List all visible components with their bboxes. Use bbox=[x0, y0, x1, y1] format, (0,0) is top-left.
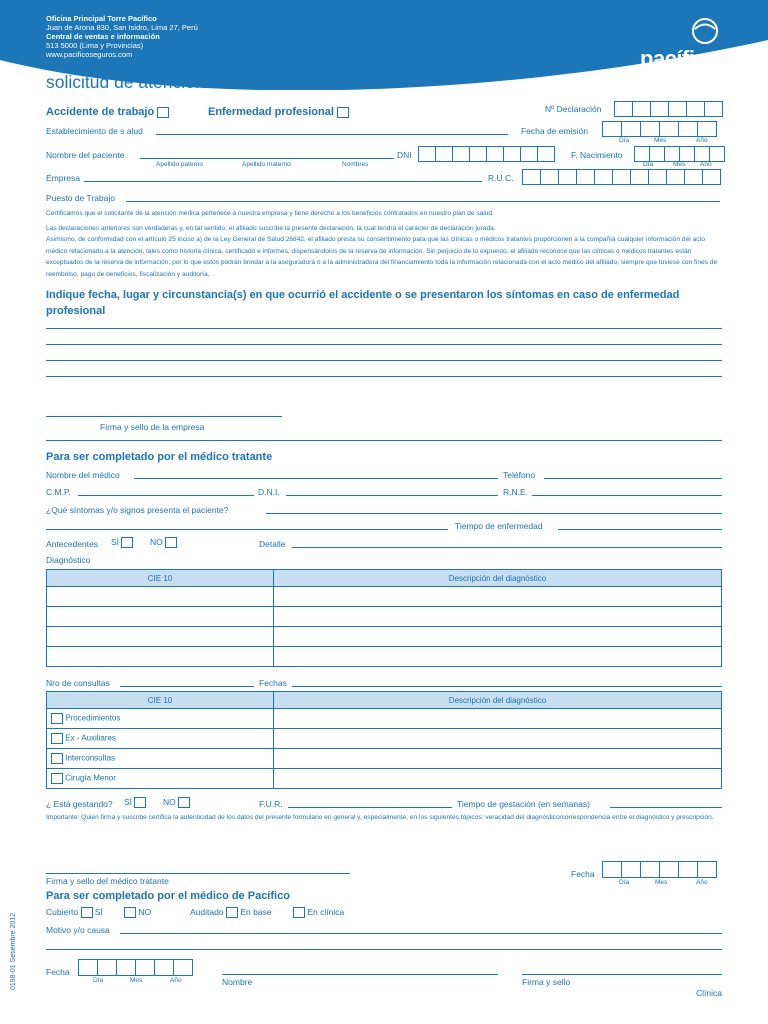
declaration-label: Nº Declaración bbox=[545, 104, 602, 114]
cmp-field[interactable] bbox=[78, 495, 254, 496]
procedure-cell bbox=[47, 749, 274, 769]
in-base-label: En base bbox=[240, 907, 272, 917]
circumstances-line[interactable] bbox=[46, 344, 722, 345]
circumstances-line[interactable] bbox=[46, 376, 722, 377]
health-facility-label: Establecimiento de s alud bbox=[46, 126, 143, 136]
patient-name-field[interactable] bbox=[140, 158, 394, 159]
history-yes-checkbox[interactable] bbox=[121, 537, 133, 548]
reason-field-2[interactable] bbox=[46, 949, 722, 950]
logo-text: pacífico bbox=[640, 46, 720, 71]
gestation-field[interactable] bbox=[610, 807, 722, 808]
company-signature-line[interactable] bbox=[46, 416, 282, 417]
pacifico-date-field[interactable] bbox=[78, 959, 193, 976]
form-code: 0198-01 Setiembre 2012 bbox=[10, 912, 17, 990]
pacifico-date-label: Fecha bbox=[46, 967, 70, 977]
pregnant-yes-checkbox[interactable] bbox=[134, 797, 146, 808]
description-cell[interactable] bbox=[274, 729, 722, 749]
table-row[interactable] bbox=[47, 749, 722, 769]
date-part-year: Año bbox=[696, 137, 708, 144]
logo-globe-icon bbox=[690, 16, 720, 46]
covered-option bbox=[46, 907, 103, 918]
illness-time-label: Tiempo de enfermedad bbox=[455, 521, 543, 531]
no-label: NO bbox=[163, 797, 176, 807]
in-clinic-label: En clínica bbox=[307, 907, 345, 917]
cie-cell[interactable] bbox=[47, 607, 274, 627]
procedure-checkbox[interactable] bbox=[51, 733, 63, 744]
procedure-label: Cirugía Menor bbox=[65, 773, 116, 783]
date-part-day: Día bbox=[643, 161, 654, 168]
ruc-label: R.U.C. bbox=[488, 173, 514, 183]
history-yes-option bbox=[111, 537, 133, 548]
table-row[interactable] bbox=[47, 587, 722, 607]
description-cell[interactable] bbox=[274, 749, 722, 769]
reason-label: Motivo y/o causa bbox=[46, 925, 110, 935]
date-part-month: Mes bbox=[130, 977, 143, 984]
table-row[interactable] bbox=[47, 709, 722, 729]
doctor-name-field[interactable] bbox=[134, 478, 498, 479]
table-row[interactable] bbox=[47, 627, 722, 647]
legal-text bbox=[46, 208, 722, 280]
history-no-option bbox=[150, 537, 177, 548]
covered-no-option bbox=[124, 907, 151, 918]
procedures-table bbox=[46, 691, 722, 789]
no-label: NO bbox=[138, 907, 152, 917]
yes-label: SÍ bbox=[111, 537, 120, 547]
doctor-signature-label: Firma y sello del médico tratante bbox=[46, 876, 169, 886]
pacifico-name-label: Nombre bbox=[222, 977, 253, 987]
company-label: Empresa bbox=[46, 173, 81, 183]
column-header: CIE 10 bbox=[47, 570, 274, 587]
table-row[interactable] bbox=[47, 647, 722, 667]
detail-field[interactable] bbox=[292, 547, 722, 548]
date-part-day: Día bbox=[93, 977, 104, 984]
procedure-cell bbox=[47, 769, 274, 789]
doctor-section-title: Para ser completado por el médico tratante bbox=[46, 451, 273, 463]
description-cell[interactable] bbox=[274, 647, 722, 667]
cie-cell[interactable] bbox=[47, 627, 274, 647]
company-signature-label: Firma y sello de la empresa bbox=[100, 422, 205, 432]
history-label: Antecedentes bbox=[46, 539, 98, 549]
consults-label: Nro de consultas bbox=[46, 678, 110, 688]
cmp-label: C.M.P. bbox=[46, 487, 71, 497]
form-title: solicitud de atención médica SCTR Nº bbox=[46, 72, 343, 92]
consults-field[interactable] bbox=[120, 686, 254, 687]
no-label: NO bbox=[150, 537, 163, 547]
address-line: Juan de Arona 830, San Isidro, Lima 27, Perú bbox=[46, 23, 198, 32]
address-line: Oficina Principal Torre Pacífico bbox=[46, 14, 157, 23]
circumstances-line[interactable] bbox=[46, 360, 722, 361]
covered-no-checkbox[interactable] bbox=[124, 907, 136, 918]
disease-option bbox=[208, 106, 349, 118]
audited-label: Auditado bbox=[190, 907, 224, 917]
pacifico-section-title: Para ser completado por el médico de Pacífico bbox=[46, 890, 290, 902]
pacifico-signature-line[interactable] bbox=[522, 974, 722, 975]
rne-field[interactable] bbox=[532, 495, 722, 496]
dates-field[interactable] bbox=[292, 686, 722, 687]
section-divider bbox=[46, 440, 722, 441]
column-header: Descripción del diagnóstico bbox=[274, 692, 722, 709]
address-line: 513 5000 (Lima y Provincias) bbox=[46, 41, 144, 50]
symptoms-field[interactable] bbox=[266, 513, 722, 514]
symptoms-field-2[interactable] bbox=[46, 529, 448, 530]
rne-label: R.N.E. bbox=[503, 487, 529, 497]
table-header-row bbox=[47, 570, 722, 587]
description-cell[interactable] bbox=[274, 627, 722, 647]
doctor-dni-field[interactable] bbox=[286, 495, 498, 496]
address-line: www.pacificoseguros.com bbox=[46, 50, 133, 59]
pregnant-no-option bbox=[163, 797, 190, 808]
ruc-field[interactable] bbox=[522, 169, 721, 185]
description-cell[interactable] bbox=[274, 769, 722, 789]
pregnant-yes-option bbox=[124, 797, 146, 808]
gestation-label: Tiempo de gestación (en semanas) bbox=[457, 799, 590, 809]
illness-time-field[interactable] bbox=[558, 529, 722, 530]
procedure-checkbox[interactable] bbox=[51, 753, 63, 764]
clinic-label: Clínica bbox=[696, 988, 722, 998]
name-part-maternal: Apellido materno bbox=[242, 161, 291, 168]
date-part-month: Mes bbox=[673, 161, 686, 168]
procedure-checkbox[interactable] bbox=[51, 713, 63, 724]
job-label: Puesto de Trabajo bbox=[46, 193, 115, 203]
legal-paragraph: Certificamos que el solicitante de la atención médica pertenece a nuestra empresa y tiene derecho a los beneficios contratados en nuestro plan de salud. bbox=[46, 210, 494, 217]
in-clinic-checkbox[interactable] bbox=[293, 907, 305, 918]
column-header: CIE 10 bbox=[47, 692, 274, 709]
procedure-label: Procedimientos bbox=[65, 713, 121, 723]
covered-checkbox[interactable] bbox=[81, 907, 93, 918]
dni-field[interactable] bbox=[418, 146, 555, 162]
legal-paragraph: Las declaraciones anteriores son verdaderas y, en tal sentido, el afiliado suscribe la presente declaración, la cual tendrá el carácter de declaración jurada. bbox=[46, 224, 496, 232]
cie-cell[interactable] bbox=[47, 587, 274, 607]
covered-label: Cubierto bbox=[46, 907, 79, 917]
fur-label: F.U.R. bbox=[259, 799, 283, 809]
health-facility-field[interactable] bbox=[156, 134, 508, 135]
job-field[interactable] bbox=[126, 201, 720, 202]
accident-label: Accidente de trabajo bbox=[46, 106, 155, 118]
procedure-label: Ex - Auxiliares bbox=[65, 733, 116, 743]
in-base-checkbox[interactable] bbox=[226, 907, 238, 918]
cie-cell[interactable] bbox=[47, 647, 274, 667]
doctor-date-label: Fecha bbox=[571, 869, 595, 879]
audited-option bbox=[190, 907, 272, 918]
date-part-year: Año bbox=[700, 161, 712, 168]
reason-field[interactable] bbox=[120, 933, 722, 934]
name-part-names: Nombres bbox=[342, 161, 369, 168]
circumstances-heading: Indique fecha, lugar y circunstancia(s) en que ocurrió el accidente o se presentaron los síntomas en caso de enfermedad profesional bbox=[46, 289, 680, 317]
pacifico-signature-label: Firma y sello bbox=[522, 977, 571, 987]
detail-label: Detalle bbox=[259, 539, 286, 549]
date-part-month: Mes bbox=[654, 137, 667, 144]
issue-date-field[interactable] bbox=[602, 121, 717, 137]
birth-date-field[interactable] bbox=[634, 146, 725, 162]
patient-name-label: Nombre del paciente bbox=[46, 150, 125, 160]
doctor-dni-label: D.N.I. bbox=[258, 487, 280, 497]
accident-checkbox[interactable] bbox=[157, 107, 169, 118]
declaration-number-field[interactable] bbox=[614, 101, 723, 117]
doctor-date-field[interactable] bbox=[602, 861, 717, 878]
diagnosis-table bbox=[46, 569, 722, 667]
date-part-day: Día bbox=[619, 137, 630, 144]
description-cell[interactable] bbox=[274, 607, 722, 627]
table-row[interactable] bbox=[47, 607, 722, 627]
description-cell[interactable] bbox=[274, 587, 722, 607]
company-field[interactable] bbox=[84, 181, 482, 182]
birth-date-label: F. Nacimiento bbox=[571, 150, 623, 160]
phone-field[interactable] bbox=[544, 478, 722, 479]
table-header-row bbox=[47, 692, 722, 709]
procedure-cell bbox=[47, 709, 274, 729]
disease-checkbox[interactable] bbox=[337, 107, 349, 118]
table-row[interactable] bbox=[47, 769, 722, 789]
pregnant-no-checkbox[interactable] bbox=[178, 797, 190, 808]
circumstances-line[interactable] bbox=[46, 328, 722, 329]
procedure-checkbox[interactable] bbox=[51, 773, 63, 784]
pregnant-label: ¿ Está gestando? bbox=[46, 799, 113, 809]
yes-label: SÍ bbox=[94, 907, 103, 917]
address-line: Central de ventas e información bbox=[46, 32, 160, 41]
symptoms-label: ¿Qué síntomas y/o signos presenta el paciente? bbox=[46, 505, 229, 515]
diagnosis-label: Diagnóstico bbox=[46, 555, 91, 565]
pacifico-name-line[interactable] bbox=[222, 974, 498, 975]
history-no-checkbox[interactable] bbox=[165, 537, 177, 548]
procedure-cell bbox=[47, 729, 274, 749]
description-cell[interactable] bbox=[274, 709, 722, 729]
in-clinic-option bbox=[293, 907, 344, 918]
column-header: Descripción del diagnóstico bbox=[274, 570, 722, 587]
issue-date-label: Fecha de emisión bbox=[521, 126, 589, 136]
important-note: Importante: Quien firma y suscribe certifica la autenticidad de los datos del presente formulario en general y, especialmente, en los siguientes tópicos: veracidad del diagnóstico/correspondencia entre el diagnóstico y prescripción. bbox=[46, 814, 714, 821]
table-row[interactable] bbox=[47, 729, 722, 749]
dni-label: DNI bbox=[397, 150, 412, 160]
date-part-day: Día bbox=[619, 879, 630, 886]
dates-label: Fechas bbox=[259, 678, 287, 688]
doctor-signature-line[interactable] bbox=[46, 873, 350, 874]
date-part-year: Año bbox=[170, 977, 182, 984]
date-part-year: Año bbox=[696, 879, 708, 886]
date-part-month: Mes bbox=[655, 879, 668, 886]
disease-label: Enfermedad profesional bbox=[208, 106, 334, 118]
legal-paragraph: Asimismo, de conformidad con el artículo 25 inciso a) de la Ley General de Salud 26842, el afiliado presta su consentimiento para que las clínicas o médicos tratantes proporcionen a la compañía cualquier información del acto médico relacionado a la atención, tales como historia clínica, certificado e informes, dispensándolos de la reserva de información. Sin perjuicio de lo expuesto, el afiliado reconoce que las clínicas o médicos tratantes están exceptuados de la reserva de información, por lo que estos podrán brindar a la aseguradora o a la administradora del financiamiento toda la información relacionada con el acto médico del afiliado, siempre que tuviese con fines de reembolso, pago de beneficios, fiscalización y auditoría. bbox=[46, 236, 718, 278]
accident-option bbox=[46, 106, 169, 118]
phone-label: Teléfono bbox=[503, 470, 536, 480]
fur-field[interactable] bbox=[288, 807, 452, 808]
company-address bbox=[46, 14, 198, 59]
yes-label: SÍ bbox=[124, 797, 133, 807]
name-part-paternal: Apellido paterno bbox=[156, 161, 203, 168]
doctor-name-label: Nombre del médico bbox=[46, 470, 120, 480]
procedure-label: Interconsultas bbox=[65, 753, 116, 763]
